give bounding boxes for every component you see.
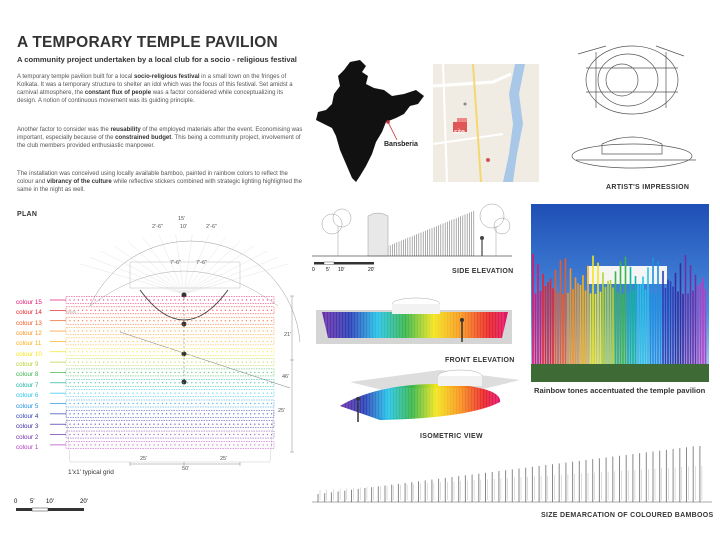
colour-legend-item: colour 6	[16, 392, 39, 400]
colour-legend-item: colour 9	[16, 361, 39, 369]
colour-legend-item: colour 7	[16, 381, 39, 389]
side-scale-10: 10'	[338, 267, 345, 273]
colour-legend-item: colour 11	[16, 340, 42, 348]
plan-caption: PLAN	[17, 211, 38, 218]
colour-band	[50, 400, 274, 407]
side-elevation-caption: SIDE ELEVATION	[452, 268, 514, 275]
colour-band	[50, 369, 274, 376]
isometric-view-caption: ISOMETRIC VIEW	[420, 433, 483, 440]
colour-legend-item: colour 15	[16, 299, 42, 306]
intro-paragraph-3: The installation was conceived using locally available bamboo, painted in rainbow colors to reflect the colour and vibrancy of the culture while reflective stickers combined with strategic lighting highlighted the same in the night as well.	[17, 171, 303, 194]
colour-legend-item: colour 5	[16, 402, 39, 410]
colour-legend-item: colour 13	[16, 319, 42, 327]
size-demarcation-caption: SIZE DEMARCATION OF COLOURED BAMBOOS	[541, 512, 714, 519]
plan-scale-10: 10'	[46, 499, 54, 505]
bamboo-size-chart	[312, 446, 712, 512]
site-label: site	[454, 129, 465, 136]
bansberia-label: Bansberia	[384, 141, 418, 148]
colour-band	[50, 441, 274, 448]
side-elevation-drawing	[312, 196, 512, 276]
colour-legend-item: colour 2	[16, 433, 39, 441]
location-map	[433, 64, 539, 182]
dim-2-6-right: 2'-6"	[206, 224, 217, 230]
dim-15: 15'	[178, 216, 186, 222]
colour-band	[50, 421, 274, 428]
page-subtitle: A community project undertaken by a local club for a socio - religious festival	[17, 55, 297, 64]
colour-legend-item: colour 3	[16, 423, 39, 431]
plan-scale-bar	[14, 494, 104, 518]
front-elevation-caption: FRONT ELEVATION	[445, 357, 515, 364]
intro-paragraph-1: A temporary temple pavilion built for a local socio-religious festival in a small town on the fringes of Kolkata. It was a temporary structure to shelter an idol which was the focus of this festival. Set amidst a carnival atmosphere, the constant flux of people was a factor considered while conceptualizing its design. A notion of continuous movement was its guiding principle.	[17, 74, 293, 105]
colour-band	[50, 359, 274, 366]
colour-band	[50, 379, 274, 386]
typical-grid-label: 1'x1' typical grid	[68, 469, 114, 476]
dim-21: 21'	[284, 332, 292, 338]
intro-paragraph-2: Another factor to consider was the reusability of the employed materials after the event. Economising was important, especially because of the constrained budget. This being a community project, involvement of the club members provided enthusiastic manpower.	[17, 127, 303, 150]
colour-band	[50, 317, 274, 324]
colour-band	[50, 410, 274, 417]
dim-7-6-right: 7'-6"	[196, 260, 207, 266]
dim-10: 10'	[180, 224, 188, 230]
colour-legend-item: colour 12	[16, 330, 42, 338]
side-scale-0: 0	[312, 267, 315, 273]
colour-legend-item: colour 1	[16, 443, 39, 451]
colour-bands	[0, 296, 280, 466]
india-map	[312, 60, 427, 185]
colour-band	[50, 431, 274, 438]
colour-band	[50, 328, 274, 335]
dim-7-6-left: 7'-6"	[170, 260, 181, 266]
colour-legend-item: colour 4	[16, 412, 39, 420]
photo-caption: Rainbow tones accentuated the temple pavilion	[534, 386, 706, 395]
colour-legend-item: colour 14	[16, 309, 42, 317]
artists-impression-caption: ARTIST'S IMPRESSION	[606, 184, 690, 191]
front-elevation-drawing	[312, 284, 517, 354]
dim-25-right: 25'	[220, 456, 228, 462]
pavilion-photo	[531, 204, 709, 382]
plan-scale-20: 20'	[80, 499, 88, 505]
colour-legend-item: colour 10	[16, 350, 42, 358]
dim-46: 46'	[282, 374, 290, 380]
colour-band	[50, 307, 274, 314]
side-scale-5: 5'	[326, 267, 330, 273]
page-title: A TEMPORARY TEMPLE PAVILION	[17, 34, 278, 51]
plan-scale-5: 5'	[30, 499, 35, 505]
colour-band	[50, 390, 274, 397]
dim-25-left: 25'	[140, 456, 148, 462]
artists-sketches	[566, 42, 706, 182]
isometric-view-drawing	[320, 362, 525, 432]
colour-legend-item: colour 8	[16, 371, 39, 379]
dim-50: 50'	[182, 466, 190, 472]
dim-2-6-left: 2'-6"	[152, 224, 163, 230]
colour-band	[50, 338, 274, 345]
side-scale-20: 20'	[368, 267, 375, 273]
plan-scale-0: 0	[14, 499, 18, 505]
colour-band	[50, 348, 274, 355]
dim-25-vertical: 25'	[278, 408, 286, 414]
colour-band	[50, 297, 274, 304]
